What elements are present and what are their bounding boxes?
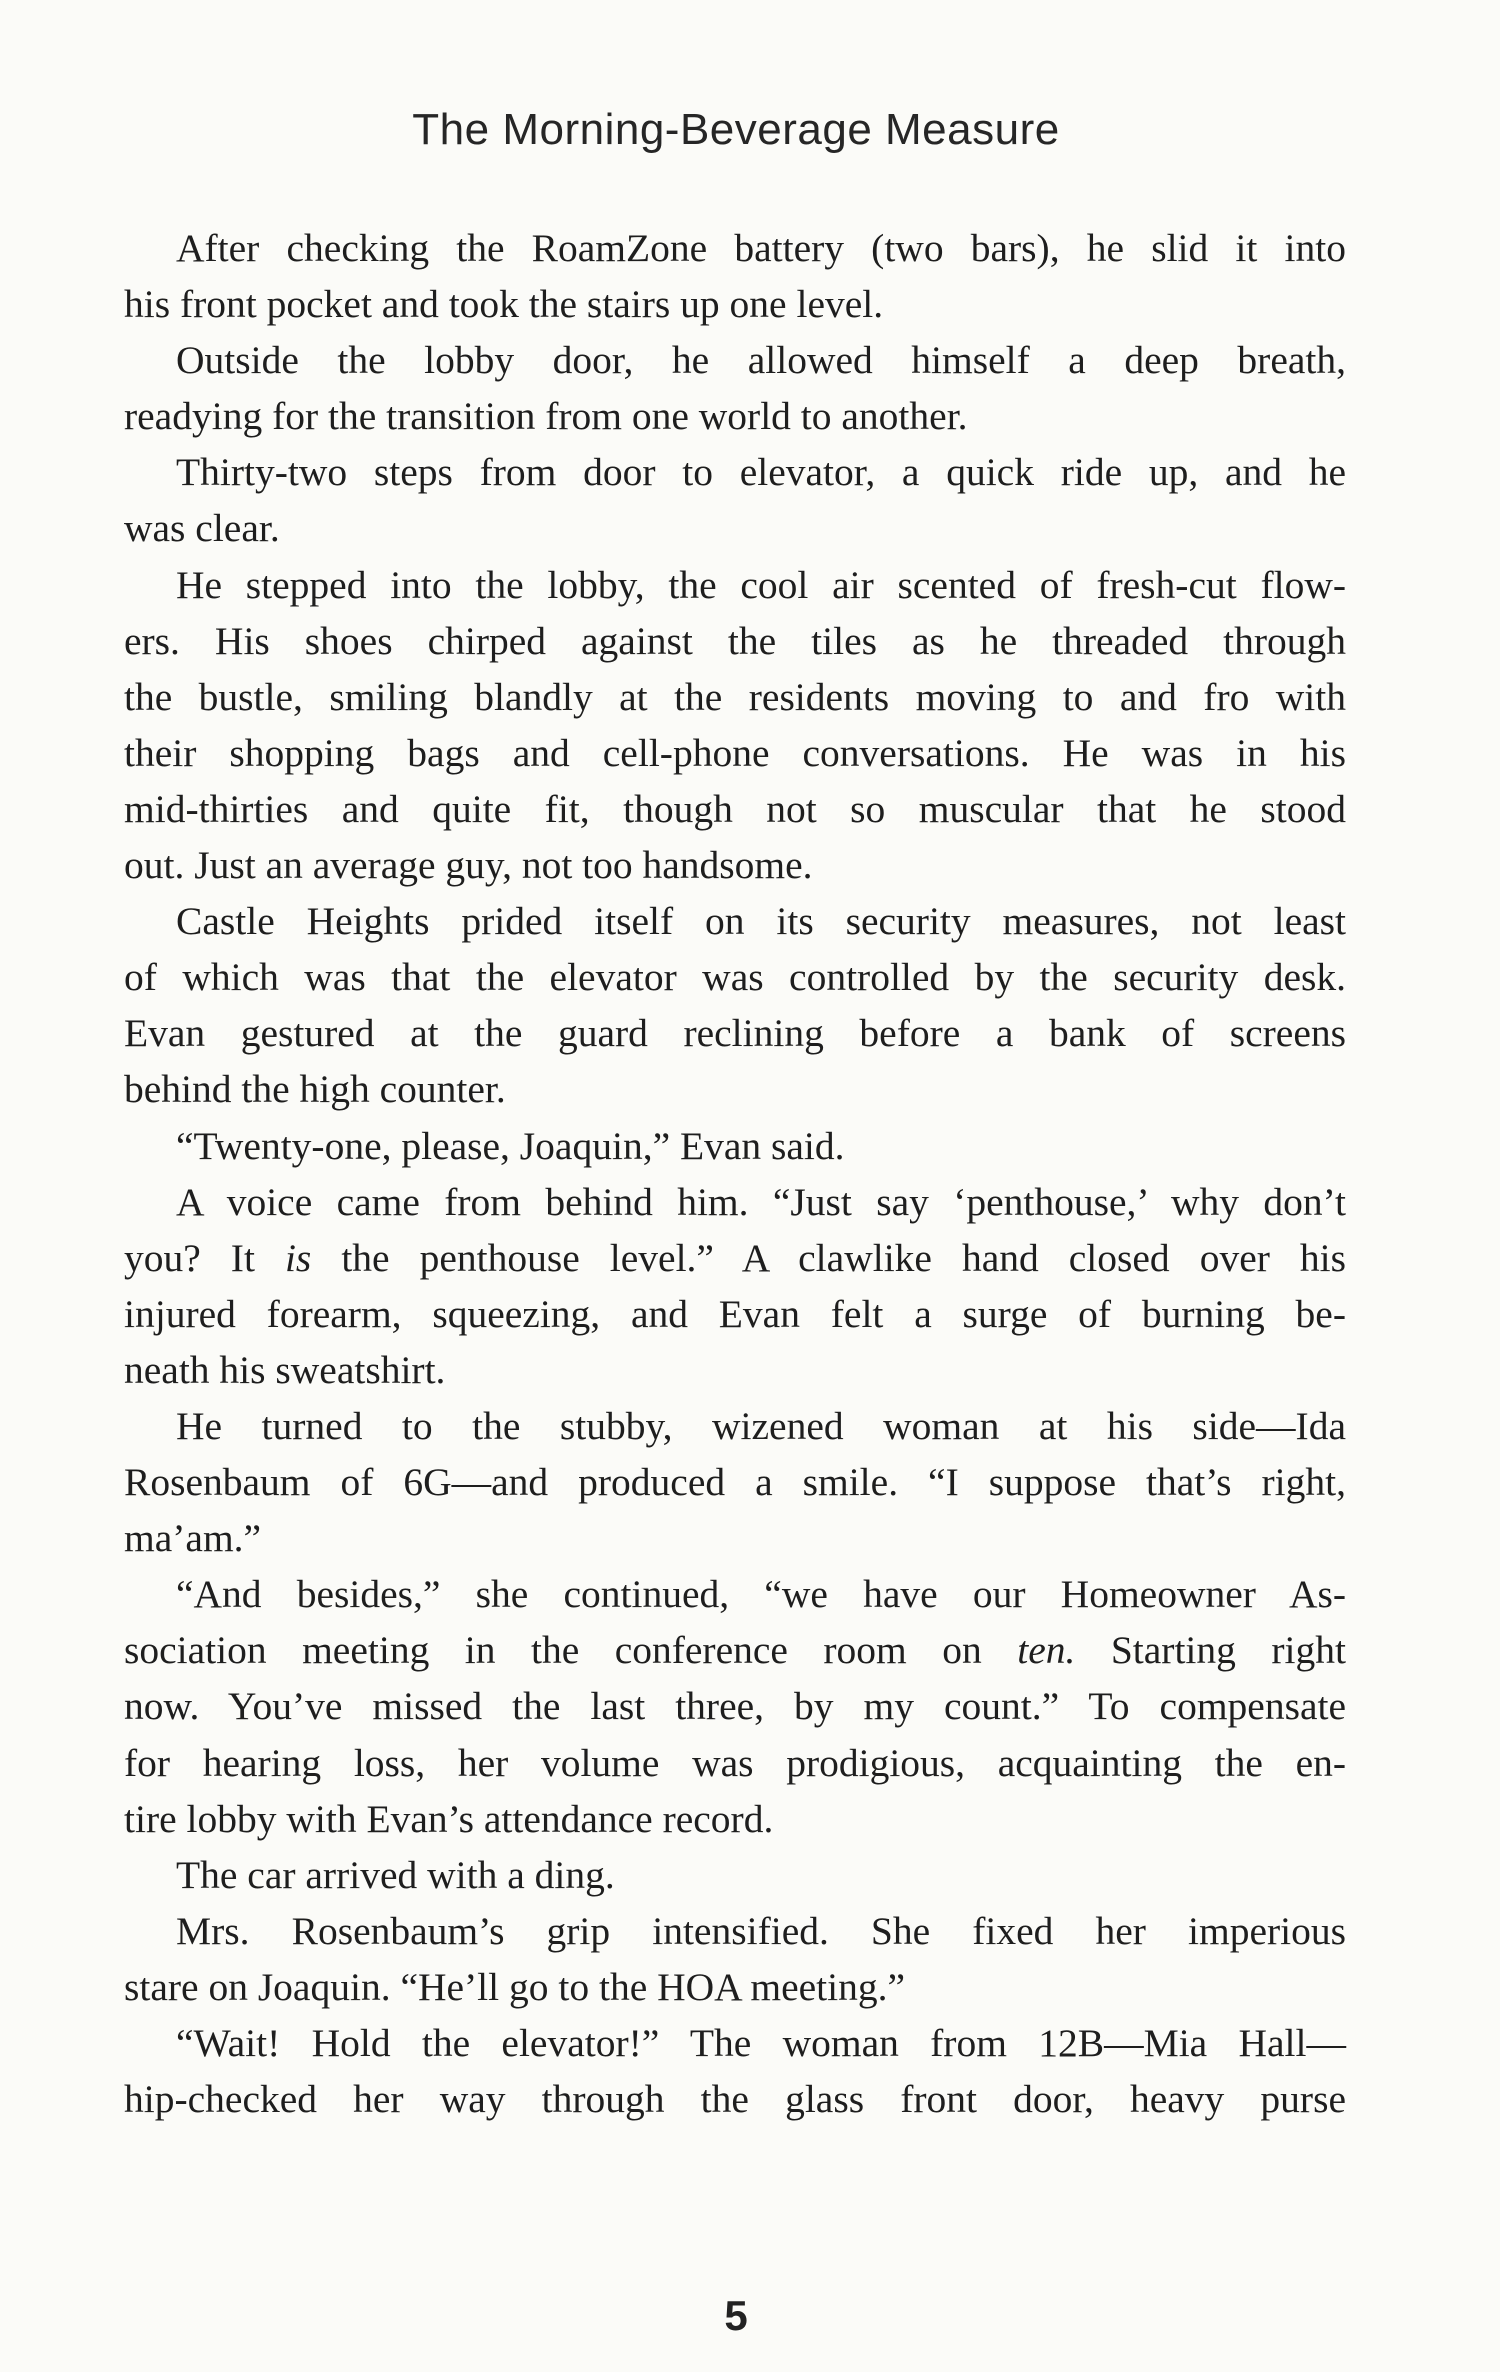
text-line: After checking the RoamZone battery (two bars), he slid it into [176, 226, 1346, 270]
body-text [124, 220, 1346, 2127]
text-line: Thirty-two steps from door to elevator, a quick ride up, and he [176, 450, 1346, 495]
text-line: He turned to the stubby, wizened woman at his side—Ida [176, 1403, 1346, 1448]
text-line: for hearing loss, her volume was prodigious, acquainting the en- [124, 1740, 1346, 1785]
text-line: behind the high counter. [124, 1067, 506, 1112]
text-line: his front pocket and took the stairs up one level. [124, 282, 884, 327]
text-line: sociation meeting in the conference room on ten. Starting right [124, 1628, 1346, 1673]
text-line: He stepped into the lobby, the cool air scented of fresh-cut flow- [176, 562, 1346, 607]
text-line: neath his sweatshirt. [124, 1347, 446, 1392]
page-number: 5 [724, 2292, 748, 2339]
text-line: Mrs. Rosenbaum’s grip intensified. She fixed her imperious [176, 1908, 1346, 1953]
text-line: “And besides,” she continued, “we have our Homeowner As- [176, 1572, 1346, 1617]
text-line: stare on Joaquin. “He’ll go to the HOA meeting.” [124, 1964, 906, 2009]
text-line: out. Just an average guy, not too handsome. [124, 843, 813, 888]
text-line: was clear. [124, 506, 280, 551]
text-line: their shopping bags and cell-phone conversations. He was in his [124, 730, 1346, 775]
text-line: Castle Heights prided itself on its security measures, not least [176, 899, 1346, 944]
text-line: ers. His shoes chirped against the tiles as he threaded through [124, 618, 1346, 663]
text-line: “Wait! Hold the elevator!” The woman from 12B—Mia Hall— [176, 2021, 1346, 2065]
text-line: the bustle, smiling blandly at the residents moving to and fro with [124, 674, 1346, 719]
text-line: mid-thirties and quite fit, though not so muscular that he stood [124, 786, 1346, 831]
text-line: you? It is the penthouse level.” A clawlike hand closed over his [124, 1235, 1346, 1280]
text-line: Evan gestured at the guard reclining before a bank of screens [124, 1011, 1346, 1056]
text-line: “Twenty-one, please, Joaquin,” Evan said. [176, 1123, 845, 1168]
text-line: The car arrived with a ding. [176, 1852, 615, 1897]
text-line: injured forearm, squeezing, and Evan felt a surge of burning be- [124, 1291, 1346, 1336]
text-line: of which was that the elevator was controlled by the security desk. [124, 955, 1346, 1000]
text-line: ma’am.” [124, 1516, 262, 1561]
text-line: A voice came from behind him. “Just say ‘penthouse,’ why don’t [176, 1179, 1346, 1224]
text-line: Rosenbaum of 6G—and produced a smile. “I suppose that’s right, [124, 1460, 1346, 1505]
text-line: hip-checked her way through the glass front door, heavy purse [124, 2077, 1346, 2122]
running-header: The Morning-Beverage Measure [412, 105, 1060, 154]
text-line: tire lobby with Evan’s attendance record. [124, 1796, 774, 1841]
text-line: Outside the lobby door, he allowed himself a deep breath, [176, 338, 1346, 383]
text-line: now. You’ve missed the last three, by my count.” To compensate [124, 1684, 1346, 1729]
text-line: readying for the transition from one world to another. [124, 394, 968, 439]
